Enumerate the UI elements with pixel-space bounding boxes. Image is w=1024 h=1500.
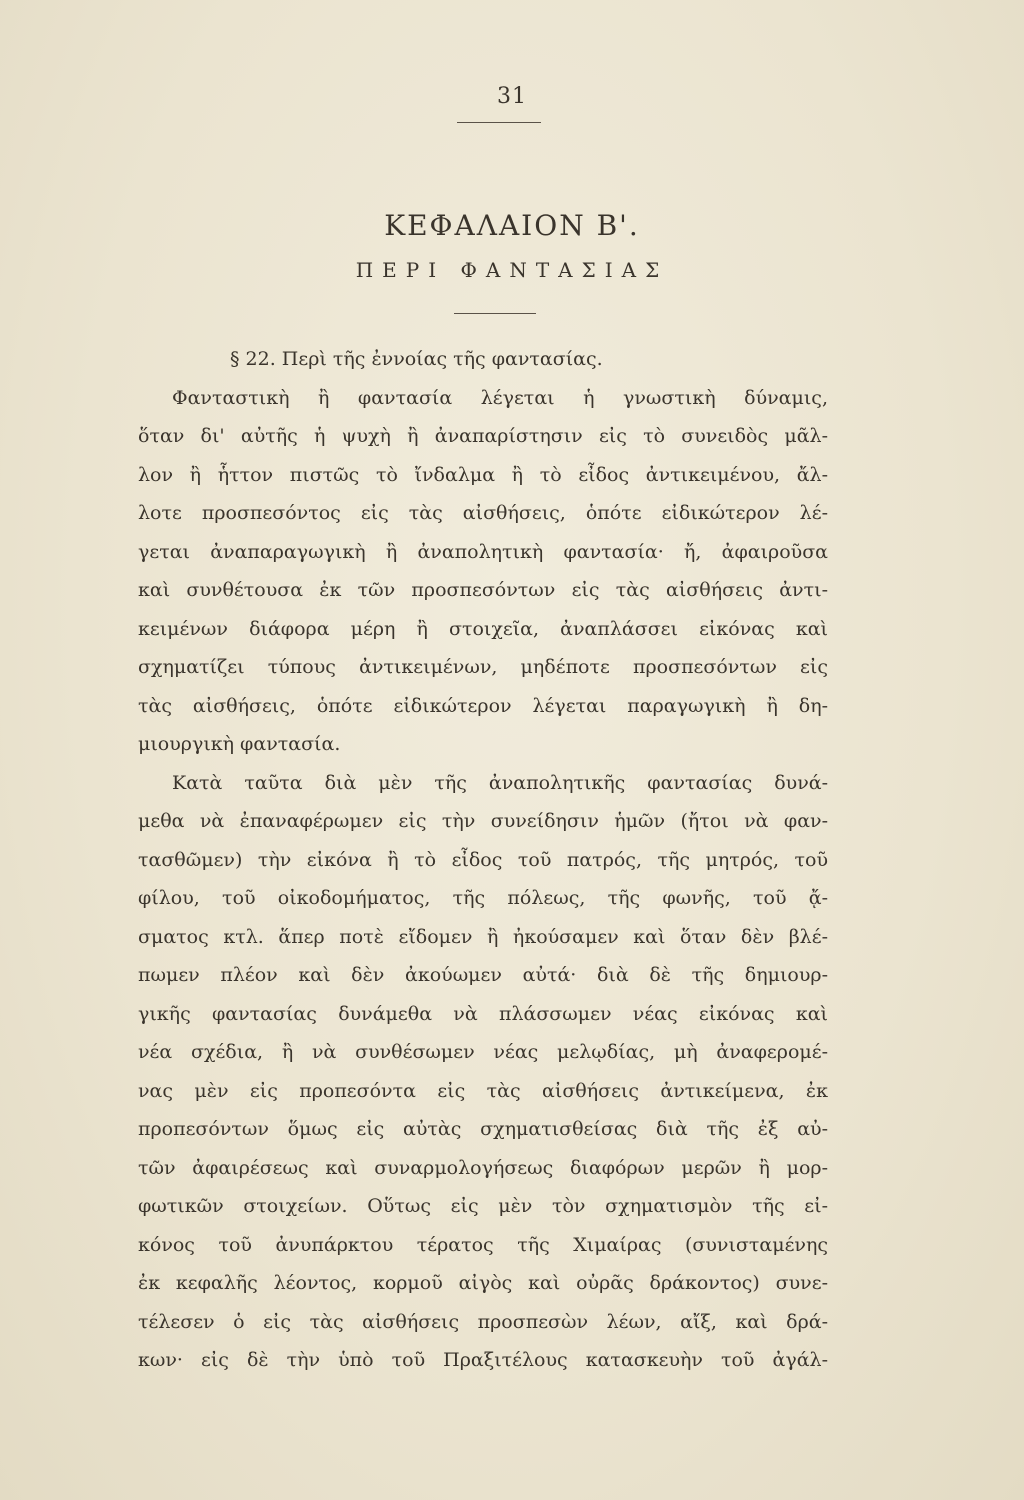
page-number: 31	[497, 84, 527, 109]
text-line: φίλου, τοῦ οἰκοδομήματος, τῆς πόλεως, τῆς φωνῆς, τοῦ ᾄ-	[138, 887, 828, 909]
chapter-subtitle: ΠΕΡΙ ΦΑΝΤΑΣΙΑΣ	[355, 258, 669, 282]
text-line: νέα σχέδια, ἢ νὰ συνθέσωμεν νέας μελῳδίας, μὴ ἀναφερομέ-	[138, 1041, 828, 1063]
text-line: Φανταστικὴ ἢ φαντασία λέγεται ἡ γνωστικὴ δύναμις,	[172, 386, 828, 409]
text-line: κόνος τοῦ ἀνυπάρκτου τέρατος τῆς Χιμαίρας (συνισταμένης	[138, 1233, 828, 1256]
body-text	[138, 340, 828, 1380]
text-line: πωμεν πλέον καὶ δὲν ἀκούωμεν αὐτά· διὰ δὲ τῆς δημιουρ-	[138, 964, 828, 986]
text-line: μεθα νὰ ἐπαναφέρωμεν εἰς τὴν συνείδησιν ἡμῶν (ἤτοι νὰ φαν-	[138, 810, 828, 832]
text-line: καὶ συνθέτουσα ἐκ τῶν προσπεσόντων εἰς τὰς αἰσθήσεις ἀντι-	[138, 579, 828, 601]
text-line: ἐκ κεφαλῆς λέοντος, κορμοῦ αἰγὸς καὶ οὐρᾶς δράκοντος) συνε-	[138, 1272, 828, 1294]
text-line: γικῆς φαντασίας δυνάμεθα νὰ πλάσσωμεν νέας εἰκόνας καὶ	[138, 1002, 828, 1025]
text-line: κειμένων διάφορα μέρη ἢ στοιχεῖα, ἀναπλάσσει εἰκόνας καὶ	[138, 617, 828, 640]
text-line: σχηματίζει τύπους ἀντικειμένων, μηδέποτε προσπεσόντων εἰς	[138, 656, 828, 678]
text-line: φωτικῶν στοιχείων. Οὕτως εἰς μὲν τὸν σχηματισμὸν τῆς εἰ-	[138, 1195, 828, 1217]
top-rule	[457, 122, 541, 123]
text-line: ὅταν δι' αὐτῆς ἡ ψυχὴ ἢ ἀναπαρίστησιν εἰς τὸ συνειδὸς μᾶλ-	[138, 425, 828, 447]
text-line: προπεσόντων ὅμως εἰς αὐτὰς σχηματισθείσας διὰ τῆς ἐξ αὐ-	[138, 1118, 828, 1140]
text-line: γεται ἀναπαραγωγικὴ ἢ ἀναπολητικὴ φαντασία· ἤ, ἀφαιροῦσα	[138, 540, 828, 563]
section-heading: § 22. Περὶ τῆς ἐννοίας τῆς φαντασίας.	[230, 348, 603, 370]
text-line: Κατὰ ταῦτα διὰ μὲν τῆς ἀναπολητικῆς φαντασίας δυνά-	[172, 771, 828, 794]
text-line: τῶν ἀφαιρέσεως καὶ συναρμολογήσεως διαφόρων μερῶν ἢ μορ-	[138, 1156, 828, 1179]
text-line: λοτε προσπεσόντος εἰς τὰς αἰσθήσεις, ὁπότε εἰδικώτερον λέ-	[138, 502, 828, 524]
chapter-title: ΚΕΦΑΛΑΙΟΝ Β'.	[384, 208, 640, 242]
text-line: τὰς αἰσθήσεις, ὁπότε εἰδικώτερον λέγεται παραγωγικὴ ἢ δη-	[138, 694, 828, 717]
text-line: μιουργικὴ φαντασία.	[138, 733, 341, 755]
text-line: λον ἢ ἧττον πιστῶς τὸ ἴνδαλμα ἢ τὸ εἶδος ἀντικειμένου, ἄλ-	[138, 463, 828, 486]
text-line: τασθῶμεν) τὴν εἰκόνα ἢ τὸ εἶδος τοῦ πατρός, τῆς μητρός, τοῦ	[138, 848, 828, 871]
text-line: σματος κτλ. ἅπερ ποτὲ εἴδομεν ἢ ἠκούσαμεν καὶ ὅταν δὲν βλέ-	[138, 925, 828, 948]
text-line: κων· εἰς δὲ τὴν ὑπὸ τοῦ Πραξιτέλους κατασκευὴν τοῦ ἀγάλ-	[138, 1349, 828, 1371]
section-rule	[454, 313, 536, 314]
text-line: νας μὲν εἰς προπεσόντα εἰς τὰς αἰσθήσεις ἀντικείμενα, ἐκ	[138, 1079, 828, 1102]
text-line: τέλεσεν ὁ εἰς τὰς αἰσθήσεις προσπεσὼν λέων, αἴξ, καὶ δρά-	[138, 1310, 828, 1333]
